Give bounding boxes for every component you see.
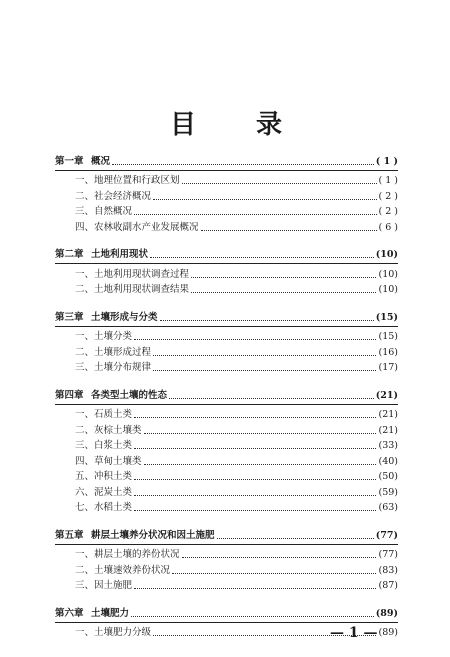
leader-dots <box>134 494 376 496</box>
toc-section-row <box>55 577 398 593</box>
toc-section-row <box>55 187 398 203</box>
toc-section-row <box>55 483 398 499</box>
section-title: 三、土壤分布规律 <box>75 362 152 373</box>
leader-dots <box>172 572 376 574</box>
toc-section-row <box>55 343 398 359</box>
leader-dots <box>153 198 376 200</box>
section-title: 二、土地利用现状调查结果 <box>75 284 190 295</box>
table-of-contents <box>55 152 398 639</box>
leader-dots <box>201 229 377 231</box>
toc-section-row <box>55 499 398 515</box>
chapter-heading <box>55 249 148 261</box>
section-title: 四、农林收副水产业发展概况 <box>75 221 199 233</box>
toc-section-row <box>55 437 398 453</box>
section-page: ( 2 ) <box>378 190 398 202</box>
section-page: (89) <box>378 627 398 638</box>
leader-dots <box>182 556 377 558</box>
toc-chapter-row <box>55 152 398 168</box>
section-title: 六、泥炭土类 <box>75 486 133 498</box>
leader-dots <box>134 416 376 418</box>
toc-section-row <box>55 561 398 577</box>
leader-dots <box>134 338 376 340</box>
leader-dots <box>191 291 376 293</box>
chapter-heading <box>55 156 110 168</box>
section-page: (15) <box>378 331 398 342</box>
section-title: 一、地理位置和行政区划 <box>75 175 180 186</box>
section-title: 二、社会经济概况 <box>75 190 152 202</box>
section-page: (17) <box>378 362 398 373</box>
section-title: 二、土壤速效养份状况 <box>75 564 171 576</box>
leader-dots <box>134 509 376 511</box>
toc-section-row <box>55 452 398 468</box>
section-page: ( 1 ) <box>378 175 398 186</box>
section-title: 一、石质土类 <box>75 409 133 420</box>
chapter-divider <box>55 404 398 405</box>
chapter-heading <box>55 530 215 542</box>
leader-dots <box>144 432 377 434</box>
toc-section-row <box>55 265 398 281</box>
section-page: ( 2 ) <box>378 206 398 217</box>
chapter-title: 各类型土壤的性态 <box>91 389 168 401</box>
leader-dots <box>150 256 374 258</box>
chapter-number: 第一章 <box>55 155 84 167</box>
chapter-divider <box>55 263 398 264</box>
section-page: (10) <box>378 268 398 280</box>
chapter-number: 第五章 <box>55 529 84 541</box>
chapter-heading <box>55 312 158 324</box>
toc-chapter-row <box>55 386 398 402</box>
leader-dots <box>182 182 377 184</box>
toc-section-row <box>55 406 398 422</box>
chapter-title: 土壤肥力 <box>91 607 130 619</box>
leader-dots <box>160 319 374 321</box>
chapter-number: 第二章 <box>55 249 84 260</box>
section-title: 三、因土施肥 <box>75 580 133 591</box>
leader-dots <box>134 587 376 589</box>
section-title: 五、冲积土类 <box>75 471 133 482</box>
section-title: 七、水稻土类 <box>75 502 133 513</box>
chapter-divider <box>55 622 398 623</box>
leader-dots <box>144 463 377 465</box>
section-title: 三、自然概况 <box>75 206 133 217</box>
chapter-page: (21) <box>375 389 398 401</box>
section-title: 一、土壤分类 <box>75 331 133 342</box>
chapter-number: 第六章 <box>55 607 84 619</box>
section-page: (33) <box>378 440 398 451</box>
section-title: 一、耕层土壤的养份状况 <box>75 549 180 560</box>
chapter-title: 概况 <box>91 155 111 167</box>
leader-dots <box>169 397 374 399</box>
leader-dots <box>217 537 374 539</box>
chapter-title: 土地利用现状 <box>91 249 149 260</box>
chapter-divider <box>55 170 398 171</box>
toc-chapter-row <box>55 526 398 542</box>
title-char-2: 录 <box>256 110 283 140</box>
leader-dots <box>134 447 376 449</box>
leader-dots <box>112 163 374 165</box>
title-char-1: 目 <box>170 110 197 140</box>
chapter-divider <box>55 544 398 545</box>
section-page: (63) <box>378 502 398 513</box>
chapter-page: ( 1 ) <box>375 155 398 167</box>
section-page: (21) <box>378 409 398 420</box>
toc-section-row <box>55 468 398 484</box>
chapter-divider <box>55 326 398 327</box>
section-page: ( 6 ) <box>378 221 398 233</box>
section-page: (16) <box>378 346 398 358</box>
leader-dots <box>191 276 376 278</box>
chapter-title: 耕层土壤养分状况和因土施肥 <box>91 529 215 541</box>
chapter-number: 第四章 <box>55 389 84 401</box>
section-page: (21) <box>378 424 398 436</box>
section-page: (40) <box>378 455 398 467</box>
toc-chapter-row <box>55 604 398 620</box>
section-page: (83) <box>378 564 398 576</box>
section-page: (77) <box>378 549 398 560</box>
toc-section-row <box>55 172 398 188</box>
section-title: 一、土地利用现状调查过程 <box>75 268 190 280</box>
section-page: (87) <box>378 580 398 591</box>
toc-section-row <box>55 546 398 562</box>
section-page: (59) <box>378 486 398 498</box>
section-title: 二、土壤形成过程 <box>75 346 152 358</box>
chapter-heading <box>55 390 167 402</box>
section-title: 一、土壤肥力分级 <box>75 627 152 638</box>
chapter-page: (89) <box>375 607 398 619</box>
chapter-page: (15) <box>375 311 398 323</box>
toc-section-row <box>55 328 398 344</box>
toc-section-row <box>55 359 398 375</box>
leader-dots <box>131 615 374 617</box>
chapter-page: (77) <box>375 529 398 541</box>
chapter-title: 土壤形成与分类 <box>91 311 158 323</box>
section-title: 二、灰棕土壤类 <box>75 424 142 436</box>
leader-dots <box>153 369 376 371</box>
leader-dots <box>153 354 376 356</box>
section-title: 三、白浆土类 <box>75 440 133 451</box>
toc-section-row <box>55 281 398 297</box>
toc-section-row <box>55 421 398 437</box>
leader-dots <box>134 478 376 480</box>
toc-section-row <box>55 218 398 234</box>
chapter-heading <box>55 608 129 620</box>
section-page: (50) <box>378 471 398 482</box>
toc-chapter-row <box>55 246 398 262</box>
toc-chapter-row <box>55 308 398 324</box>
page-number: — 1 — <box>330 625 378 641</box>
section-page: (10) <box>378 284 398 295</box>
leader-dots <box>134 213 376 215</box>
chapter-page: (10) <box>375 249 398 260</box>
toc-section-row <box>55 203 398 219</box>
section-title: 四、草甸土壤类 <box>75 455 142 467</box>
chapter-number: 第三章 <box>55 311 84 323</box>
